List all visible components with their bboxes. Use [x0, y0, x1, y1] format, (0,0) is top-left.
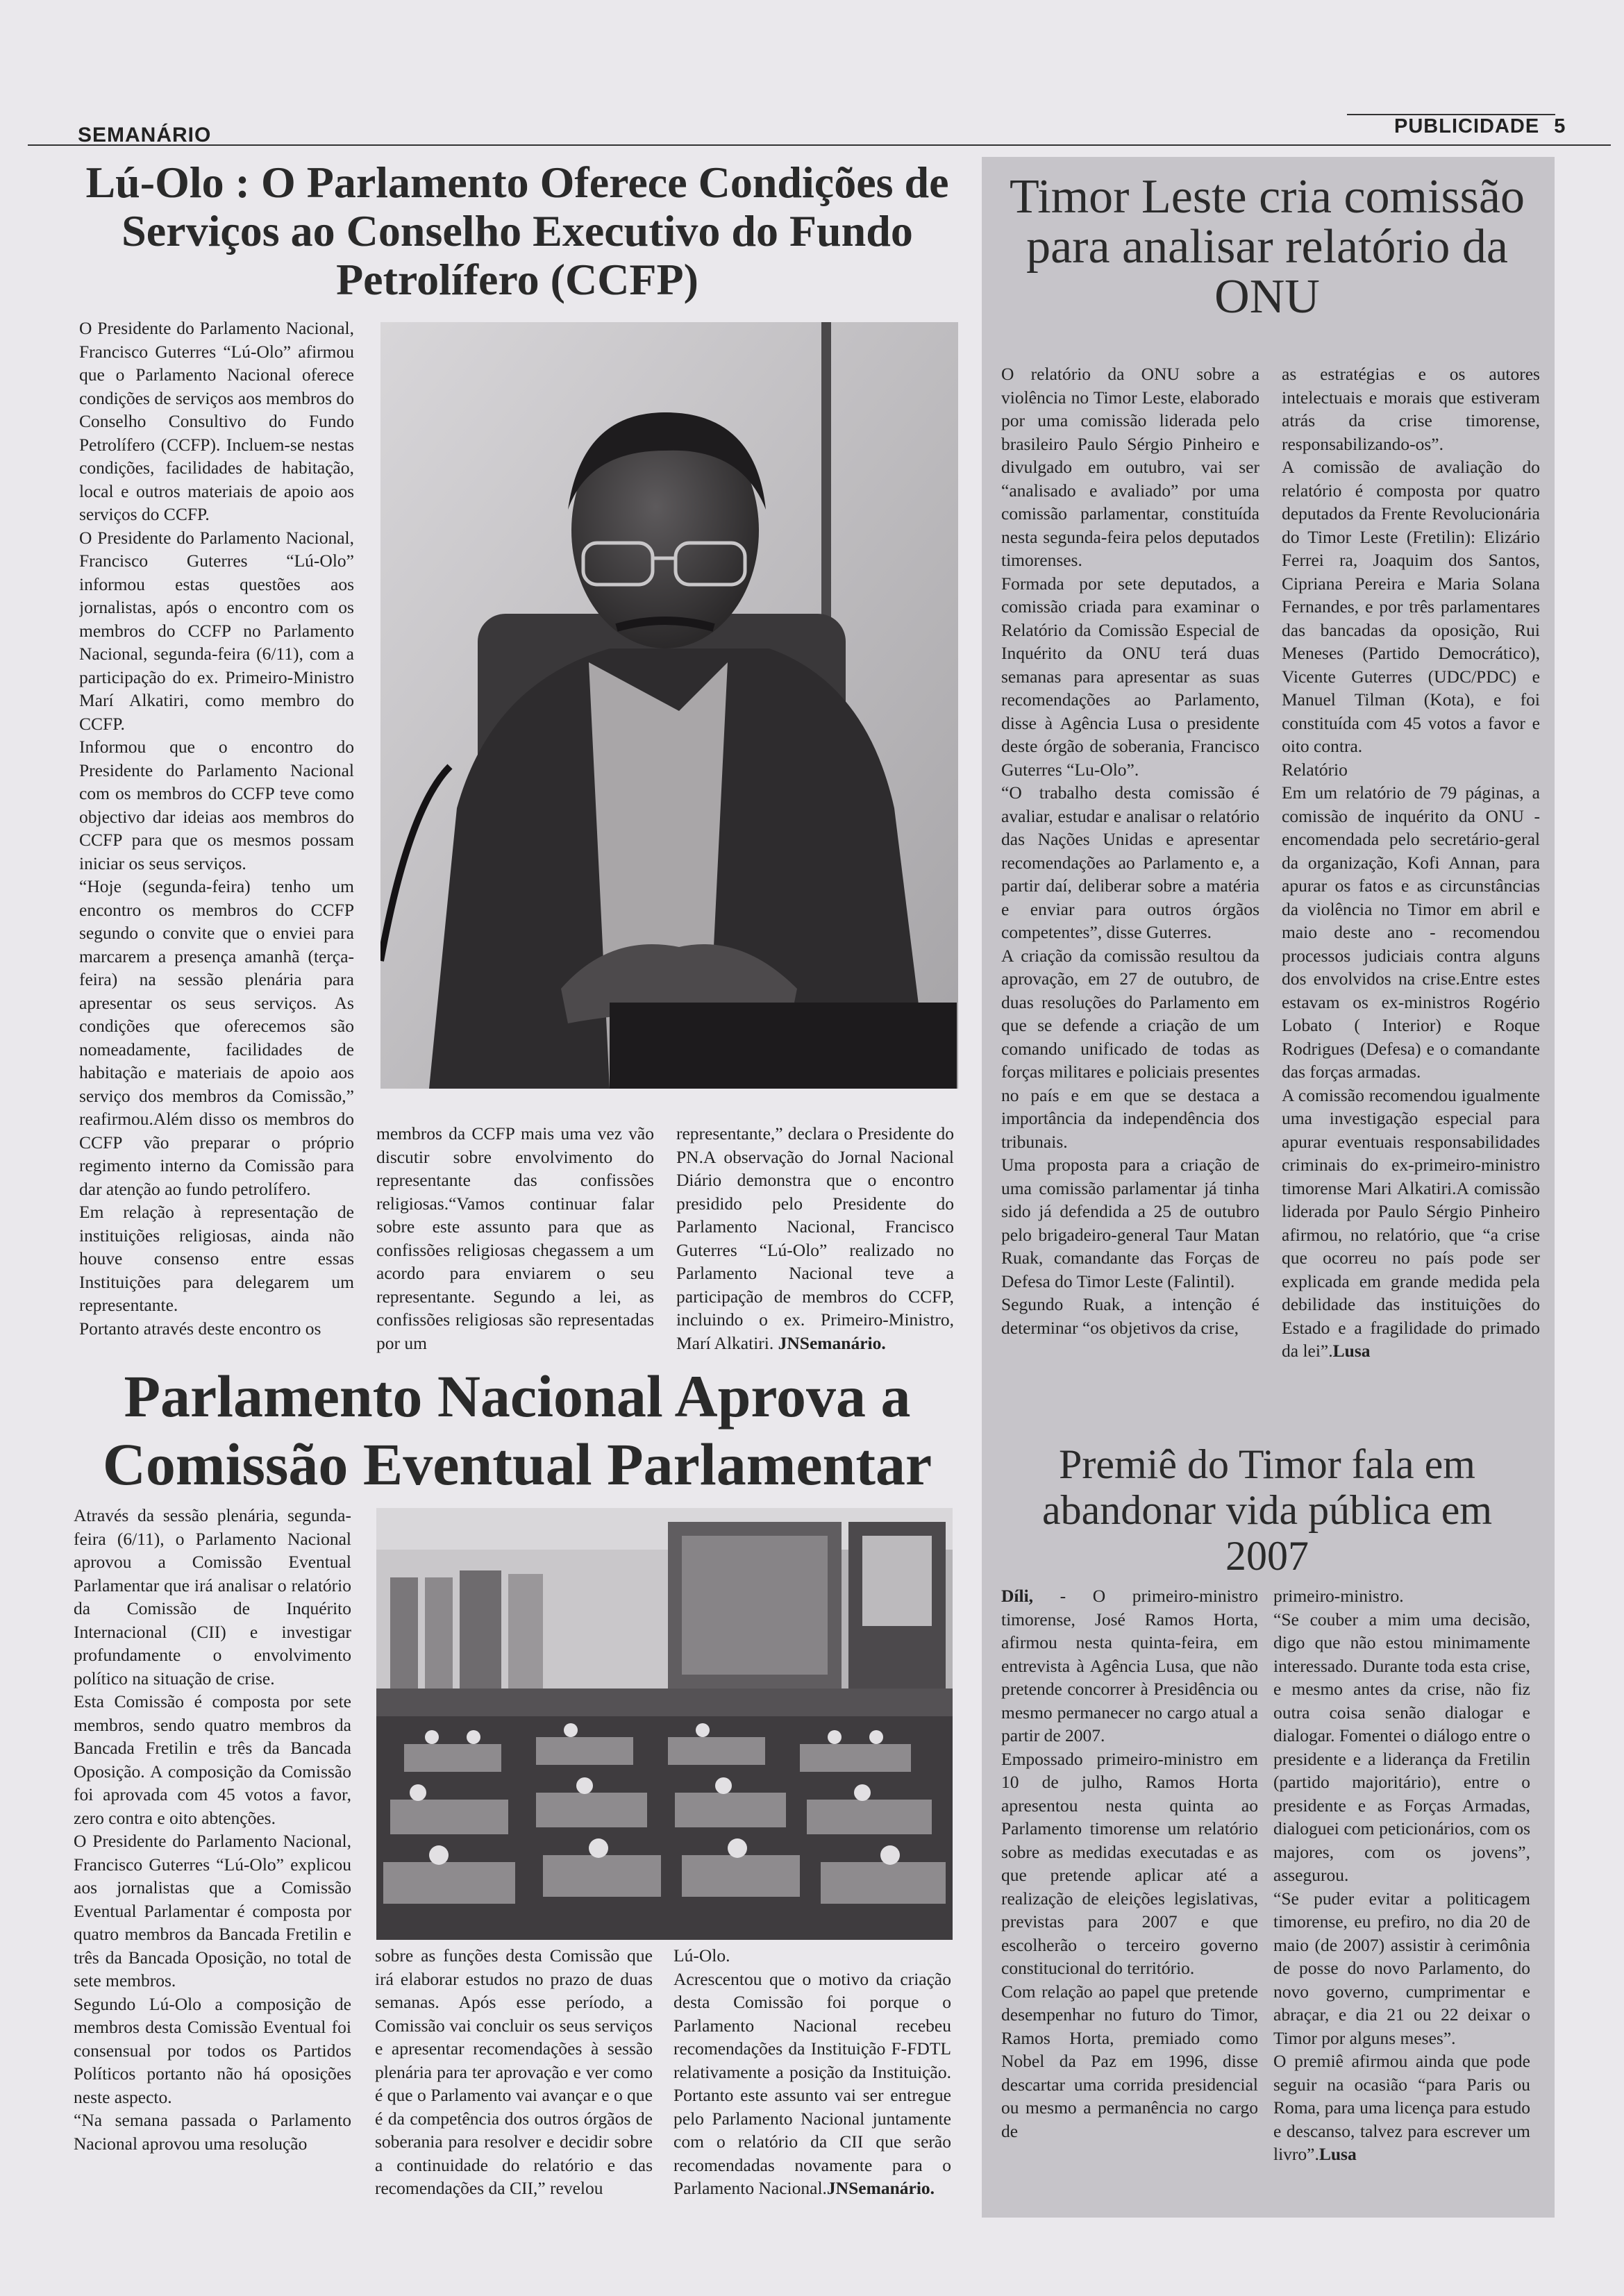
article1-col2-text: membros da CCFP mais uma vez vão discutir sobre envolvimento do representante das confissões religiosas.“Vamos continuar falar sobre este assunto para que as confissões religiosas chegassem a um acordo para enviarem o seu representante. Segundo a lei, as confissões religiosas são representadas por um [376, 1123, 654, 1353]
article2-photo [376, 1508, 953, 1940]
article3-col2-p4-body: A comissão recomendou igualmente uma investigação especial para apurar eventuais responsabilidades criminais do ex-primeiro-ministro timorense Mari Alkatiri.A comissão liderada por Paulo Sérgio Pinheiro afirmou, no relatório, que “a crise que ocorreu no país pode ser explicada em grande medida pela debilidade das instituições do Estado e a fragilidade do primado da lei”. [1282, 1084, 1540, 1361]
article3-col1-p4: A criação da comissão resultou da aprovação, em 27 de outubro, de duas resoluções do Parlamento em que se defende a criação de um comando unificado de todas as forças militares e policiais presentes no país e em que se destaca a importância da independência dos tribunais. [1001, 945, 1259, 1152]
page-number: 5 [1554, 115, 1566, 137]
article1-col1-p2: O Presidente do Parlamento Nacional, Francisco Guterres “Lú-Olo” informou estas questões aos jornalistas, após o encontro com os membros do CCFP no Parlamento Nacional, segunda-feira (6/11), com a participação do ex. Primeiro-Ministro Marí Alkatiri, como membro do CCFP. [79, 527, 354, 734]
header-rule-main [979, 144, 1611, 146]
article1-credit: JNSemanário. [778, 1332, 886, 1353]
article2-title: Parlamento Nacional Aprova a Comissão Eventual Parlamentar [102, 1363, 932, 1498]
article1-col1-p1: O Presidente do Parlamento Nacional, Francisco Guterres “Lú-Olo” afirmou que o Parlamento Nacional oferece condições de serviços aos membros do Conselho Consultivo do Fundo Petrolífero (CCFP). Incluem-se nestas condições, facilidades de habitação, local e outros materiais de apoio aos serviços do CCFP. [79, 318, 354, 524]
article3-col2-subhead: Relatório [1282, 759, 1348, 780]
article3-col2-p3: Em um relatório de 79 páginas, a comissão de inquérito da ONU - encomendada pelo secretário-geral da organização, Kofi Annan, para apurar os fatos e as circunstâncias da violência no Timor em abril e maio deste ano - recomendou processos judiciais contra alguns dos envolvidos na crise.Entre estes estavam os ex-ministros Rogério Lobato ( Interior) e Roque Rodrigues (Defesa) e o comandante das forças armadas. [1282, 782, 1540, 1082]
article2-col3 [673, 1944, 951, 2229]
article1-col2 [376, 1122, 654, 1358]
article2-col1-p2: Esta Comissão é composta por sete membros, sendo quatro membros da Bancada Fretilin e três da Bancada Oposição. A composição da Comissão foi aprovada com 45 votos a favor, zero contra e oito abtenções. [74, 1691, 351, 1828]
article2-col3-body: Acrescentou que o motivo da criação desta Comissão foi porque o Parlamento Nacional recebeu recomendações da Instituição F-FDTL relativamente a posição da Instituição. Portanto este assunto vai ser entregue pelo Parlamento Nacional juntamente com o relatório da CII que serão recomendadas novamente para o Parlamento Nacional. [673, 1968, 951, 2198]
article4-col2-p2: “Se couber a mim uma decisão, digo que não estou minimamente interessado. Durante toda esta crise, e mesmo antes da crise, não fiz outra coisa senão dialogar e dialogar. Fomentei o diálogo entre o presidente e a liderança da Fretilin (partido majoritário), entre o presidente e as Forças Armadas, dialoguei com peticionários, com os majores, com os jovens”, assegurou. [1273, 1609, 1530, 1885]
article3-col1-p2: Formada por sete deputados, a comissão criada para examinar o Relatório da Comissão Especial de Inquérito da ONU terá duas semanas para apresentar as suas recomendações ao Parlamento, disse à Agência Lusa o presidente deste órgão de soberania, Francisco Guterres “Lu-Olo”. [1001, 573, 1259, 780]
article4-col1-p1 [1001, 1584, 1258, 1748]
article3-credit: Lusa [1332, 1341, 1371, 1361]
article4-credit: Lusa [1319, 2144, 1357, 2164]
article3-title: Timor Leste cria comissão para analisar relatório da ONU [1009, 170, 1525, 324]
parliament-chamber-photo [376, 1508, 953, 1940]
article2-col1-p3: O Presidente do Parlamento Nacional, Francisco Guterres “Lú-Olo” explicou aos jornalistas que a Comissão Eventual Parlamentar é composta por quatro membros da Bancada Fretilin e três da Bancada Oposição, no total de sete membros. [74, 1831, 351, 1991]
article4-title: Premiê do Timor fala em abandonar vida pública em 2007 [1041, 1441, 1493, 1579]
article2-col1 [74, 1504, 351, 2226]
article4-col2-p1: primeiro-ministro. [1273, 1586, 1404, 1606]
article3-col2-p4 [1282, 1084, 1540, 1363]
article1-col3 [676, 1122, 954, 1358]
article1-col1-p5: Em relação à representação de instituições religiosas, ainda não houve consenso entre essas Instituições para delegarem um representante. [79, 1202, 354, 1315]
article4-col1-p3: Com relação ao papel que pretende desempenhar no futuro do Timor, Ramos Horta, premiado como Nobel da Paz em 1996, disse descartar uma corrida presidencial ou mesmo a permanência no cargo de [1001, 1981, 1258, 2141]
section-name: PUBLICIDADE [1394, 115, 1540, 137]
article4-col2-p4 [1273, 2050, 1530, 2166]
article2-col3-p1: Lú-Olo. [673, 1945, 730, 1966]
portrait-photo [380, 322, 958, 1089]
article3-col2-p2: A comissão de avaliação do relatório é composta por quatro deputados da Frente Revolucionária do Timor Leste (Fretilin): Elizário Ferrei ra, Joaquim dos Santos, Cipriana Pereira e Maria Solana Fernandes, e por três parlamentares das bancadas da oposição, Rui Meneses (Partido Democrático), Vicente Guterres (UDC/PDC) e Manuel Tilman (Kota), e foi constituída com 45 votos a favor e oito contra. [1282, 457, 1540, 756]
article2-col1-p1: Através da sessão plenária, segunda-feira (6/11), o Parlamento Nacional aprovou a Comissão Eventual Parlamentar que irá analisar o relatório da Comissão de Inquérito Internacional (CII) e investigar profundamente o envolvimento político na situação de crise. [74, 1505, 351, 1689]
article2-col1-p5: “Na semana passada o Parlamento Nacional aprovou uma resolução [74, 2110, 351, 2154]
article1-col3-body: representante,” declara o Presidente do PN.A observação do Jornal Nacional Diário demonstra que o encontro presidido pelo Presidente do Parlamento Nacional, Francisco Guterres “Lú-Olo” realizado no Parlamento Nacional teve a participação de membros do CCFP, incluindo o ex. Primeiro-Ministro, Marí Alkatiri. [676, 1123, 954, 1353]
article4-dateline: Díli, [1001, 1586, 1034, 1606]
article3-col2 [1282, 362, 1540, 1411]
article3-col1-p3: “O trabalho desta comissão é avaliar, estudar e analisar o relatório das Nações Unidas e apresentar recomendações ao Parlamento e, a partir daí, deliberar sobre a matéria e enviar para outros órgãos competentes”, disse Guterres. [1001, 782, 1259, 942]
article4-col2-p4-body: O premiê afirmou ainda que pode seguir na ocasião “para Paris ou Roma, para uma licença para estudo e descanso, talvez para escrever um livro”. [1273, 2051, 1530, 2164]
masthead-left: SEMANÁRIO [78, 124, 212, 146]
article4-col2-p3: “Se puder evitar a politicagem timorense, eu prefiro, no dia 20 de maio (de 2007) assistir à cerimônia de posse do novo Parlamento, do novo governo, cumprimentar e abraçar, e dia 21 ou 22 deixar o Timor por alguns meses”. [1273, 1888, 1530, 2048]
article2-col2-text: sobre as funções desta Comissão que irá elaborar estudos no prazo de duas semanas. Após esse período, a Comissão vai concluir os seus serviços e apresentar recomendações à sessão plenária para ter aprovação e ver como é que o Parlamento vai avançar e o que é da competência dos outros órgãos de soberania para resolver e decidir sobre a continuidade do relatório e das recomendações da CII,” revelou [375, 1945, 653, 2198]
article2-col3-p2 [673, 1968, 951, 2200]
article1-col1 [79, 317, 354, 1358]
article4-col2 [1273, 1584, 1530, 2195]
article1-photo [380, 322, 958, 1089]
article4-col1-p2: Empossado primeiro-ministro em 10 de julho, Ramos Horta apresentou nesta quinta ao Parlamento timorense um relatório sobre as medidas executadas e as que pretende aplicar até a realização de eleições legislativas, previstas para 2007 e que escolherão o terceiro governo constitucional do território. [1001, 1748, 1258, 1978]
article2-credit: JNSemanário. [826, 2178, 935, 2198]
article1-col1-p3: Informou que o encontro do Presidente do Parlamento Nacional com os membros do CCFP teve como objectivo dar ideias aos membros do CCFP para que os mesmos possam iniciar os seus serviços. [79, 737, 354, 873]
article1-col1-p4: “Hoje (segunda-feira) tenho um encontro os membros do CCFP segundo o convite que o enviei para marcarem a presença amanhã (terça-feira) na sessão plenária para apresentar os seus serviços. As condições que oferecemos são nomeadamente, facilidades de habitação e materiais de apoio aos serviço dos membros da Comissão,” reafirmou.Além disso os membros do CCFP vão preparar o próprio regimento interno da Comissão para dar atenção ao fundo petrolífero. [79, 876, 354, 1199]
article1-title: Lú-Olo : O Parlamento Oferece Condições de Serviços ao Conselho Executivo do Fundo Petrolífero (CCFP) [85, 158, 949, 304]
article3-col2-p1: as estratégias e os autores intelectuais e morais que estiveram atrás da crise timorense, responsabilizando-os”. [1282, 364, 1540, 454]
article2-col2 [375, 1944, 653, 2229]
article2-col1-p4: Segundo Lú-Olo a composição de membros desta Comissão Eventual foi consensual por todos os Partidos Políticos portanto não há oposições neste aspecto. [74, 1993, 351, 2107]
article4-col1-p1-body: - O primeiro-ministro timorense, José Ramos Horta, afirmou nesta quinta-feira, em entrevista à Agência Lusa, que não pretende concorrer à Presidência ou mesmo permanecer no cargo atual a partir de 2007. [1001, 1586, 1258, 1745]
masthead-right [1394, 115, 1566, 138]
article4-col1 [1001, 1584, 1258, 2195]
article3-col1-p1: O relatório da ONU sobre a violência no Timor Leste, elaborado por uma comissão liderada pelo brasileiro Paulo Sérgio Pinheiro e divulgado em outubro, vai ser “analisado e avaliado” por uma comissão parlamentar, constituída nesta segunda-feira pelos deputados timorenses. [1001, 364, 1259, 570]
article3-col1-p6: Segundo Ruak, a intenção é determinar “os objetivos da crise, [1001, 1294, 1259, 1338]
article3-col1 [1001, 362, 1259, 1411]
article1-col1-p6: Portanto através deste encontro os [79, 1318, 321, 1339]
article1-col3-text [676, 1122, 954, 1355]
article3-col1-p5: Uma proposta para a criação de uma comissão parlamentar já tinha sido já defendida a 25 de outubro pelo brigadeiro-general Taur Matan Ruak, comandante das Forças de Defesa do Timor Leste (Falintil). [1001, 1155, 1259, 1291]
